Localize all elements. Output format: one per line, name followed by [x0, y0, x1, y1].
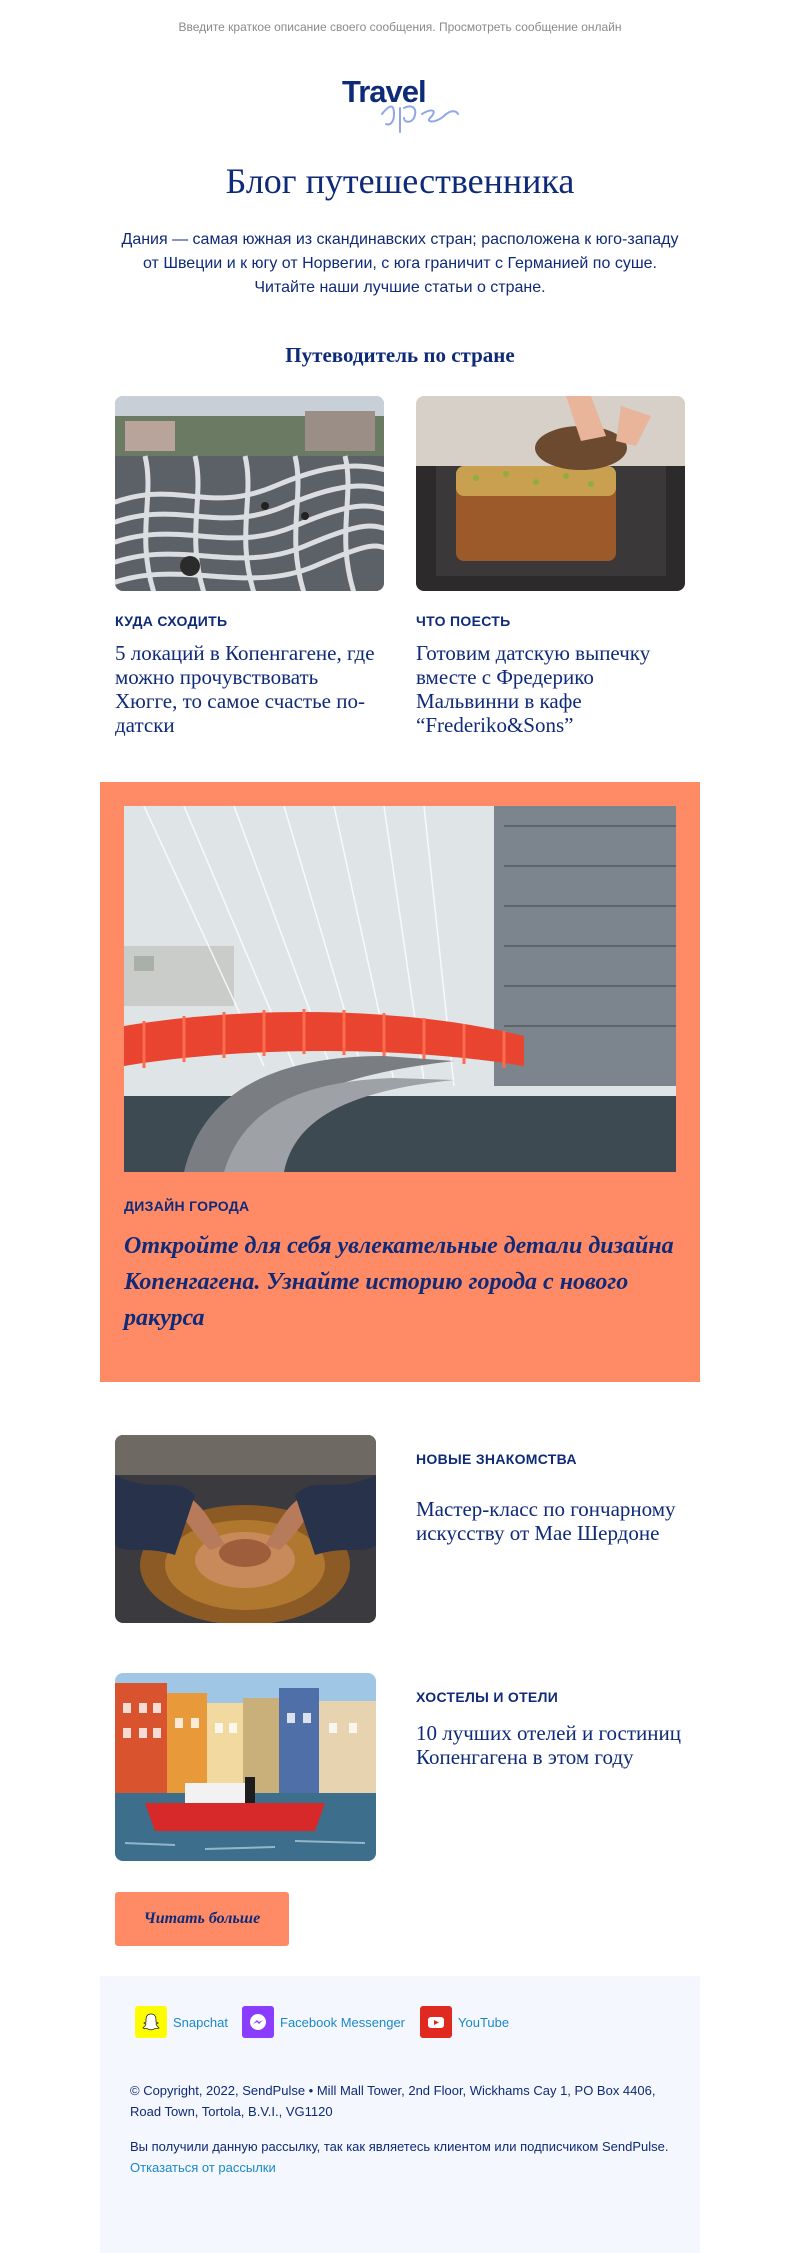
logo-script	[342, 74, 462, 134]
row-label: ХОСТЕЛЫ И ОТЕЛИ	[416, 1689, 559, 1705]
messenger-icon	[242, 2006, 274, 2038]
card-label: КУДА СХОДИТЬ	[115, 613, 228, 629]
travel-type-logo[interactable]	[342, 74, 462, 134]
row-image-pottery[interactable]	[115, 1435, 376, 1623]
social-link-snapchat[interactable]	[135, 2006, 228, 2038]
featured-block	[100, 782, 700, 1382]
subscription-notice	[130, 2136, 675, 2178]
unsubscribe-link[interactable]: Отказаться от рассылки	[130, 2160, 276, 2175]
row-title-link[interactable]: 10 лучших отелей и гостиниц Копенгагена в этом году	[416, 1721, 682, 1769]
pottery-photo	[115, 1435, 376, 1623]
footer	[100, 1976, 700, 2253]
social-link-messenger[interactable]	[242, 2006, 405, 2038]
row-image-hotels[interactable]	[115, 1673, 376, 1861]
nyhavn-photo	[115, 1673, 376, 1861]
view-online-link[interactable]: Просмотреть сообщение онлайн	[438, 20, 622, 34]
featured-label: ДИЗАЙН ГОРОДА	[124, 1198, 250, 1214]
preheader	[0, 20, 800, 34]
pastry-photo	[416, 396, 685, 591]
social-link-youtube[interactable]	[420, 2006, 509, 2038]
social-label: YouTube	[458, 2014, 510, 2030]
notice-text: Вы получили данную рассылку, так как являетесь клиентом или подписчиком SendPulse.	[130, 2139, 669, 2154]
youtube-icon	[420, 2006, 452, 2038]
copyright-text: © Copyright, 2022, SendPulse • Mill Mall Tower, 2nd Floor, Wickhams Cay 1, PO Box 4406, Road Town, Tortola, B.V.I., VG1120	[130, 2083, 656, 2119]
card-title-link[interactable]: Готовим датскую выпечку вместе с Фредерико Мальвинни в кафе “Frederiko&Sons”	[416, 641, 651, 737]
featured-image[interactable]	[124, 806, 676, 1172]
social-label: Facebook Messenger	[280, 2014, 406, 2030]
card-image-where-to-go[interactable]	[115, 396, 384, 591]
row-label: НОВЫЕ ЗНАКОМСТВА	[416, 1451, 577, 1467]
bridge-photo	[124, 806, 676, 1172]
section-heading: Путеводитель по стране	[285, 343, 515, 367]
street-photo	[115, 396, 384, 591]
row-title-link[interactable]: Мастер-класс по гончарному искусству от Мае Шердоне	[416, 1497, 676, 1545]
page-title: Блог путешественника	[225, 161, 575, 201]
featured-title-link[interactable]: Откройте для себя увлекательные детали дизайна Копенгагена. Узнайте историю города с нового ракурса	[124, 1233, 674, 1331]
card-title-link[interactable]: 5 локаций в Копенгагене, где можно прочувствовать Хюгге, то самое счастье по-датски	[115, 641, 375, 737]
logo-word: Travel	[342, 74, 426, 109]
social-label: Snapchat	[173, 2014, 228, 2030]
card-image-what-to-eat[interactable]	[416, 396, 685, 591]
card-label: ЧТО ПОЕСТЬ	[416, 613, 511, 629]
intro-text: Дания — самая южная из скандинавских стран; расположена к юго-западу от Швеции и к югу от Норвегии, с юга граничит с Германией по суше. Читайте наши лучшие статьи о стране.	[121, 231, 679, 296]
snapchat-icon	[135, 2006, 167, 2038]
read-more-button[interactable]: Читать больше	[115, 1892, 289, 1946]
preheader-text: Введите краткое описание своего сообщения.	[178, 20, 436, 34]
